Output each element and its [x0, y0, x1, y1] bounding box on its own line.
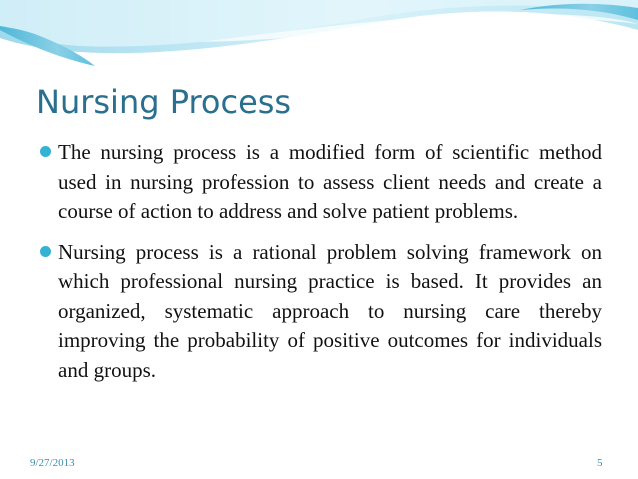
bullet-item [40, 238, 602, 386]
bullet-item [40, 138, 602, 227]
bullet-icon [40, 246, 51, 257]
footer-date: 9/27/2013 [30, 457, 75, 469]
slide-title: Nursing Process [36, 83, 292, 121]
bullet-text: Nursing process is a rational problem solving framework on which professional nursing practice is based. It provides an organized, systematic approach to nursing care thereby improving the probability of positive outcomes for individuals and groups. [58, 239, 602, 382]
bullet-list [40, 138, 602, 396]
bullet-text: The nursing process is a modified form of scientific method used in nursing profession to assess client needs and create a course of action to address and solve patient problems. [58, 140, 602, 223]
page-number: 5 [597, 457, 603, 469]
bullet-icon [40, 146, 51, 157]
header-wave-decoration [0, 0, 638, 80]
